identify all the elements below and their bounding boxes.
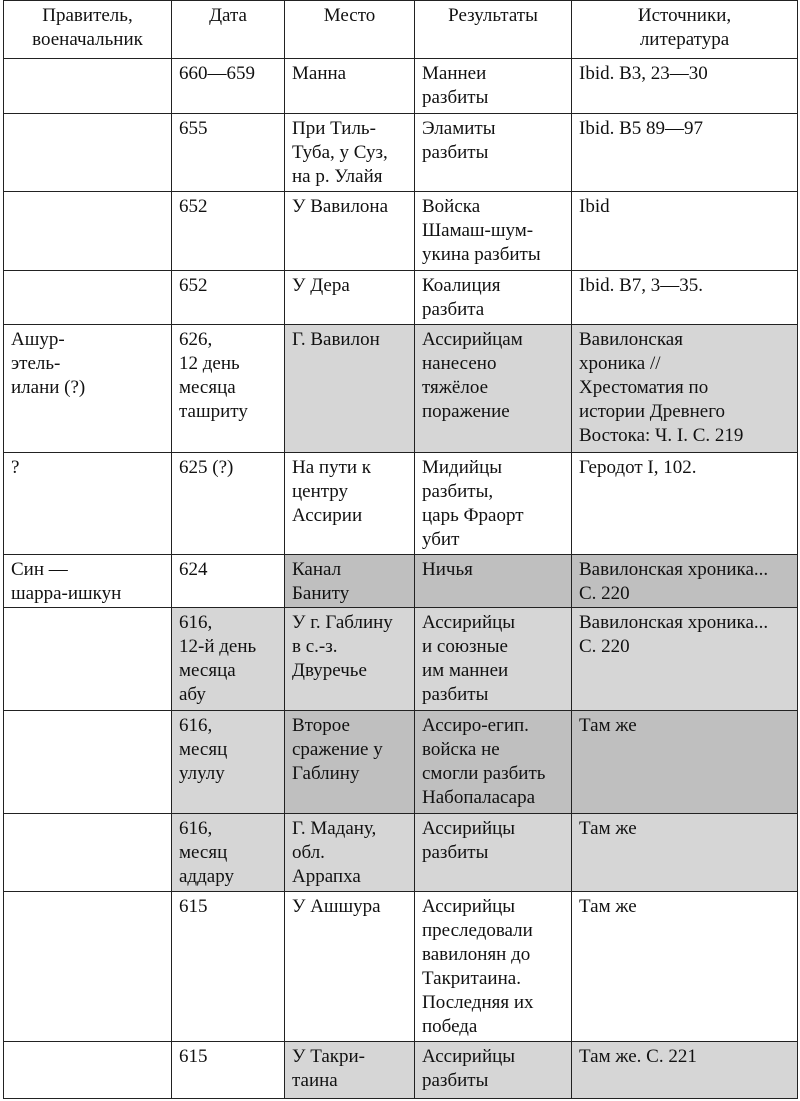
- table-row: [4, 114, 798, 192]
- cell-result: Маннеи разбиты: [415, 59, 572, 114]
- cell-source: Ibid: [572, 192, 798, 271]
- header-date: Дата: [172, 1, 285, 59]
- cell-result: Ничья: [415, 555, 572, 608]
- cell-date: 624: [172, 555, 285, 608]
- cell-ruler: [4, 1042, 172, 1099]
- cell-place: У Дера: [285, 271, 415, 325]
- cell-ruler: [4, 711, 172, 814]
- cell-place: Г. Мадану, обл. Аррапха: [285, 814, 415, 892]
- cell-source: Вавилонская хроника // Хрестоматия по истории Древнего Востока: Ч. I. С. 219: [572, 325, 798, 453]
- table-row: [4, 59, 798, 114]
- cell-place: Г. Вавилон: [285, 325, 415, 453]
- battles-table: [3, 0, 798, 1099]
- cell-date: 660—659: [172, 59, 285, 114]
- cell-place: Манна: [285, 59, 415, 114]
- cell-source: Там же: [572, 892, 798, 1042]
- cell-ruler: [4, 114, 172, 192]
- cell-result: Ассирийцы и союзные им маннеи разбиты: [415, 608, 572, 711]
- table-row: [4, 271, 798, 325]
- header-place: Место: [285, 1, 415, 59]
- cell-ruler: [4, 59, 172, 114]
- cell-date: 616, 12-й день месяца абу: [172, 608, 285, 711]
- cell-source: Там же. С. 221: [572, 1042, 798, 1099]
- cell-result: Эламиты разбиты: [415, 114, 572, 192]
- cell-source: Там же: [572, 711, 798, 814]
- cell-place: У Ашшура: [285, 892, 415, 1042]
- cell-date: 616, месяц аддару: [172, 814, 285, 892]
- cell-place: У Такри- таина: [285, 1042, 415, 1099]
- cell-date: 655: [172, 114, 285, 192]
- cell-place: На пути к центру Ассирии: [285, 453, 415, 555]
- cell-result: Ассирийцы разбиты: [415, 1042, 572, 1099]
- cell-result: Ассирийцы разбиты: [415, 814, 572, 892]
- cell-ruler: [4, 892, 172, 1042]
- cell-result: Ассиро-егип. войска не смогли разбить Набопаласара: [415, 711, 572, 814]
- cell-source: Вавилонская хроника... С. 220: [572, 555, 798, 608]
- cell-date: 652: [172, 271, 285, 325]
- cell-source: Ibid. B5 89—97: [572, 114, 798, 192]
- cell-place: Канал Баниту: [285, 555, 415, 608]
- cell-source: Там же: [572, 814, 798, 892]
- cell-date: 615: [172, 1042, 285, 1099]
- cell-date: 615: [172, 892, 285, 1042]
- cell-ruler: [4, 192, 172, 271]
- cell-result: Коалиция разбита: [415, 271, 572, 325]
- table-row: [4, 453, 798, 555]
- cell-ruler: [4, 608, 172, 711]
- table-row: [4, 192, 798, 271]
- cell-source: Ibid. B7, 3—35.: [572, 271, 798, 325]
- header-row: [4, 1, 798, 59]
- table-row: [4, 1042, 798, 1099]
- cell-date: 652: [172, 192, 285, 271]
- cell-source: Вавилонская хроника... С. 220: [572, 608, 798, 711]
- cell-date: 616, месяц улулу: [172, 711, 285, 814]
- header-results: Результаты: [415, 1, 572, 59]
- cell-result: Ассирийцам нанесено тяжёлое поражение: [415, 325, 572, 453]
- table-row: [4, 555, 798, 608]
- cell-result: Ассирийцы преследовали вавилонян до Такритаина. Последняя их победа: [415, 892, 572, 1042]
- cell-ruler: ?: [4, 453, 172, 555]
- cell-result: Мидийцы разбиты, царь Фраорт убит: [415, 453, 572, 555]
- table-row: [4, 892, 798, 1042]
- cell-place: У г. Габлину в с.-з. Двуречье: [285, 608, 415, 711]
- table-row: [4, 325, 798, 453]
- table-row: [4, 711, 798, 814]
- table-row: [4, 608, 798, 711]
- cell-place: При Тиль- Туба, у Суз, на р. Улайя: [285, 114, 415, 192]
- cell-place: Второе сражение у Габлину: [285, 711, 415, 814]
- cell-ruler: [4, 271, 172, 325]
- header-ruler: Правитель, военачальник: [4, 1, 172, 59]
- header-sources: Источники, литература: [572, 1, 798, 59]
- cell-date: 626, 12 день месяца ташриту: [172, 325, 285, 453]
- table-row: [4, 814, 798, 892]
- cell-date: 625 (?): [172, 453, 285, 555]
- cell-place: У Вавилона: [285, 192, 415, 271]
- cell-source: Ibid. B3, 23—30: [572, 59, 798, 114]
- cell-ruler: [4, 814, 172, 892]
- cell-ruler: Син — шарра-ишкун: [4, 555, 172, 608]
- cell-ruler: Ашур- этель- илани (?): [4, 325, 172, 453]
- cell-result: Войска Шамаш-шум- укина разбиты: [415, 192, 572, 271]
- cell-source: Геродот I, 102.: [572, 453, 798, 555]
